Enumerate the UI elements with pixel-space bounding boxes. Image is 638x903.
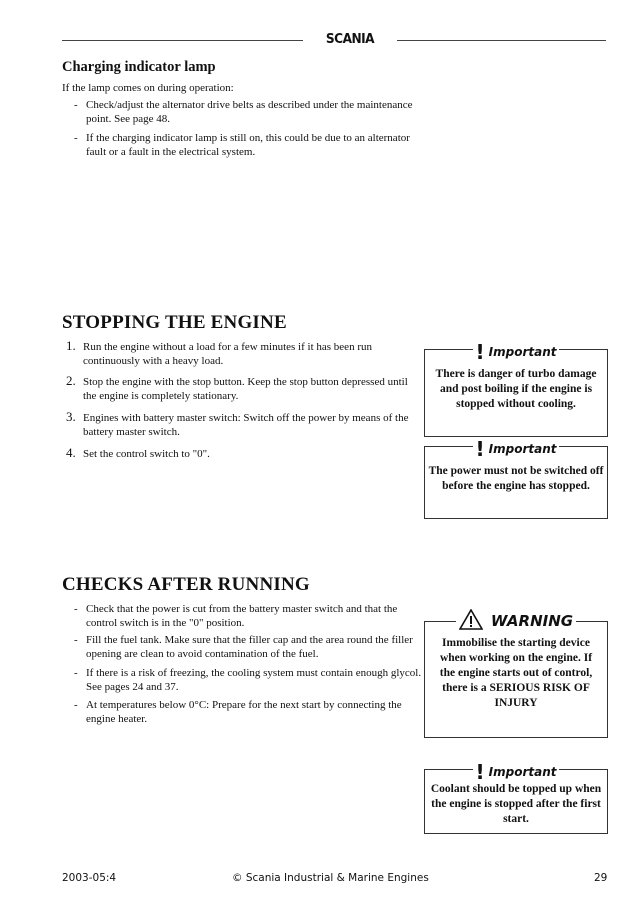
footer-copyright: © Scania Industrial & Marine Engines (232, 872, 429, 884)
stop-step-4: 4. Set the control switch to "0". (66, 445, 210, 460)
important-title: ! Important (425, 437, 607, 461)
charging-item-1: - Check/adjust the alternator drive belts as described under the maintenance point. See page 48. (74, 99, 413, 125)
important-box-coolant (424, 760, 608, 834)
checks-item-2: - Fill the fuel tank. Make sure that the filler cap and the area round the filler opening are clean to avoid contamination of the fuel. (74, 634, 413, 660)
warning-box (424, 612, 608, 738)
important-text-coolant: Coolant should be topped up when the engine is stopped after the first start. (430, 783, 602, 825)
important-box-power (424, 437, 608, 519)
stop-step-3: 3. Engines with battery master switch: Switch off the power by means of the battery master switch. (66, 409, 409, 438)
charging-heading: Charging indicator lamp (62, 59, 216, 75)
scania-logo: SCANIA (325, 31, 375, 47)
charging-item-2: - If the charging indicator lamp is still on, this could be due to an alternator fault or a fault in the electrical system. (74, 132, 410, 158)
exclamation-icon: ! (475, 760, 485, 784)
warning-text: Immobilise the starting device when working on the engine. If the engine starts out of control, there is a SERIOUS RISK OF INJURY (439, 637, 593, 709)
important-box-turbo (424, 340, 608, 437)
checks-heading: CHECKS AFTER RUNNING (62, 574, 310, 595)
checks-item-3: - If there is a risk of freezing, the cooling system must contain enough glycol. See pages 24 and 37. (74, 667, 422, 693)
header-rule-left (62, 40, 303, 41)
stop-step-1: 1. Run the engine without a load for a few minutes if it has been run continuously with a heavy load. (66, 338, 372, 367)
footer-date: 2003-05:4 (62, 872, 117, 884)
important-text-power: The power must not be switched off before the engine has stopped. (428, 465, 604, 492)
header-rule-right (397, 40, 606, 41)
warning-triangle-icon (459, 609, 483, 630)
important-text-turbo: There is danger of turbo damage and post boiling if the engine is stopped without cooling. (435, 368, 597, 410)
stop-step-2: 2. Stop the engine with the stop button. Keep the stop button depressed until the engine is completely stationary. (66, 373, 408, 402)
checks-item-4: - At temperatures below 0°C: Prepare for the next start by connecting the engine heater. (74, 699, 402, 725)
exclamation-icon: ! (475, 340, 485, 364)
warning-title: WARNING (425, 609, 607, 631)
exclamation-icon: ! (475, 437, 485, 461)
stopping-heading: STOPPING THE ENGINE (62, 312, 287, 333)
important-title: ! Important (425, 760, 607, 784)
footer-page-number: 29 (594, 872, 608, 884)
checks-item-1: - Check that the power is cut from the battery master switch and that the control switch is in the "0" position. (74, 603, 398, 629)
important-title: ! Important (425, 340, 607, 364)
charging-intro: If the lamp comes on during operation: (62, 82, 234, 94)
